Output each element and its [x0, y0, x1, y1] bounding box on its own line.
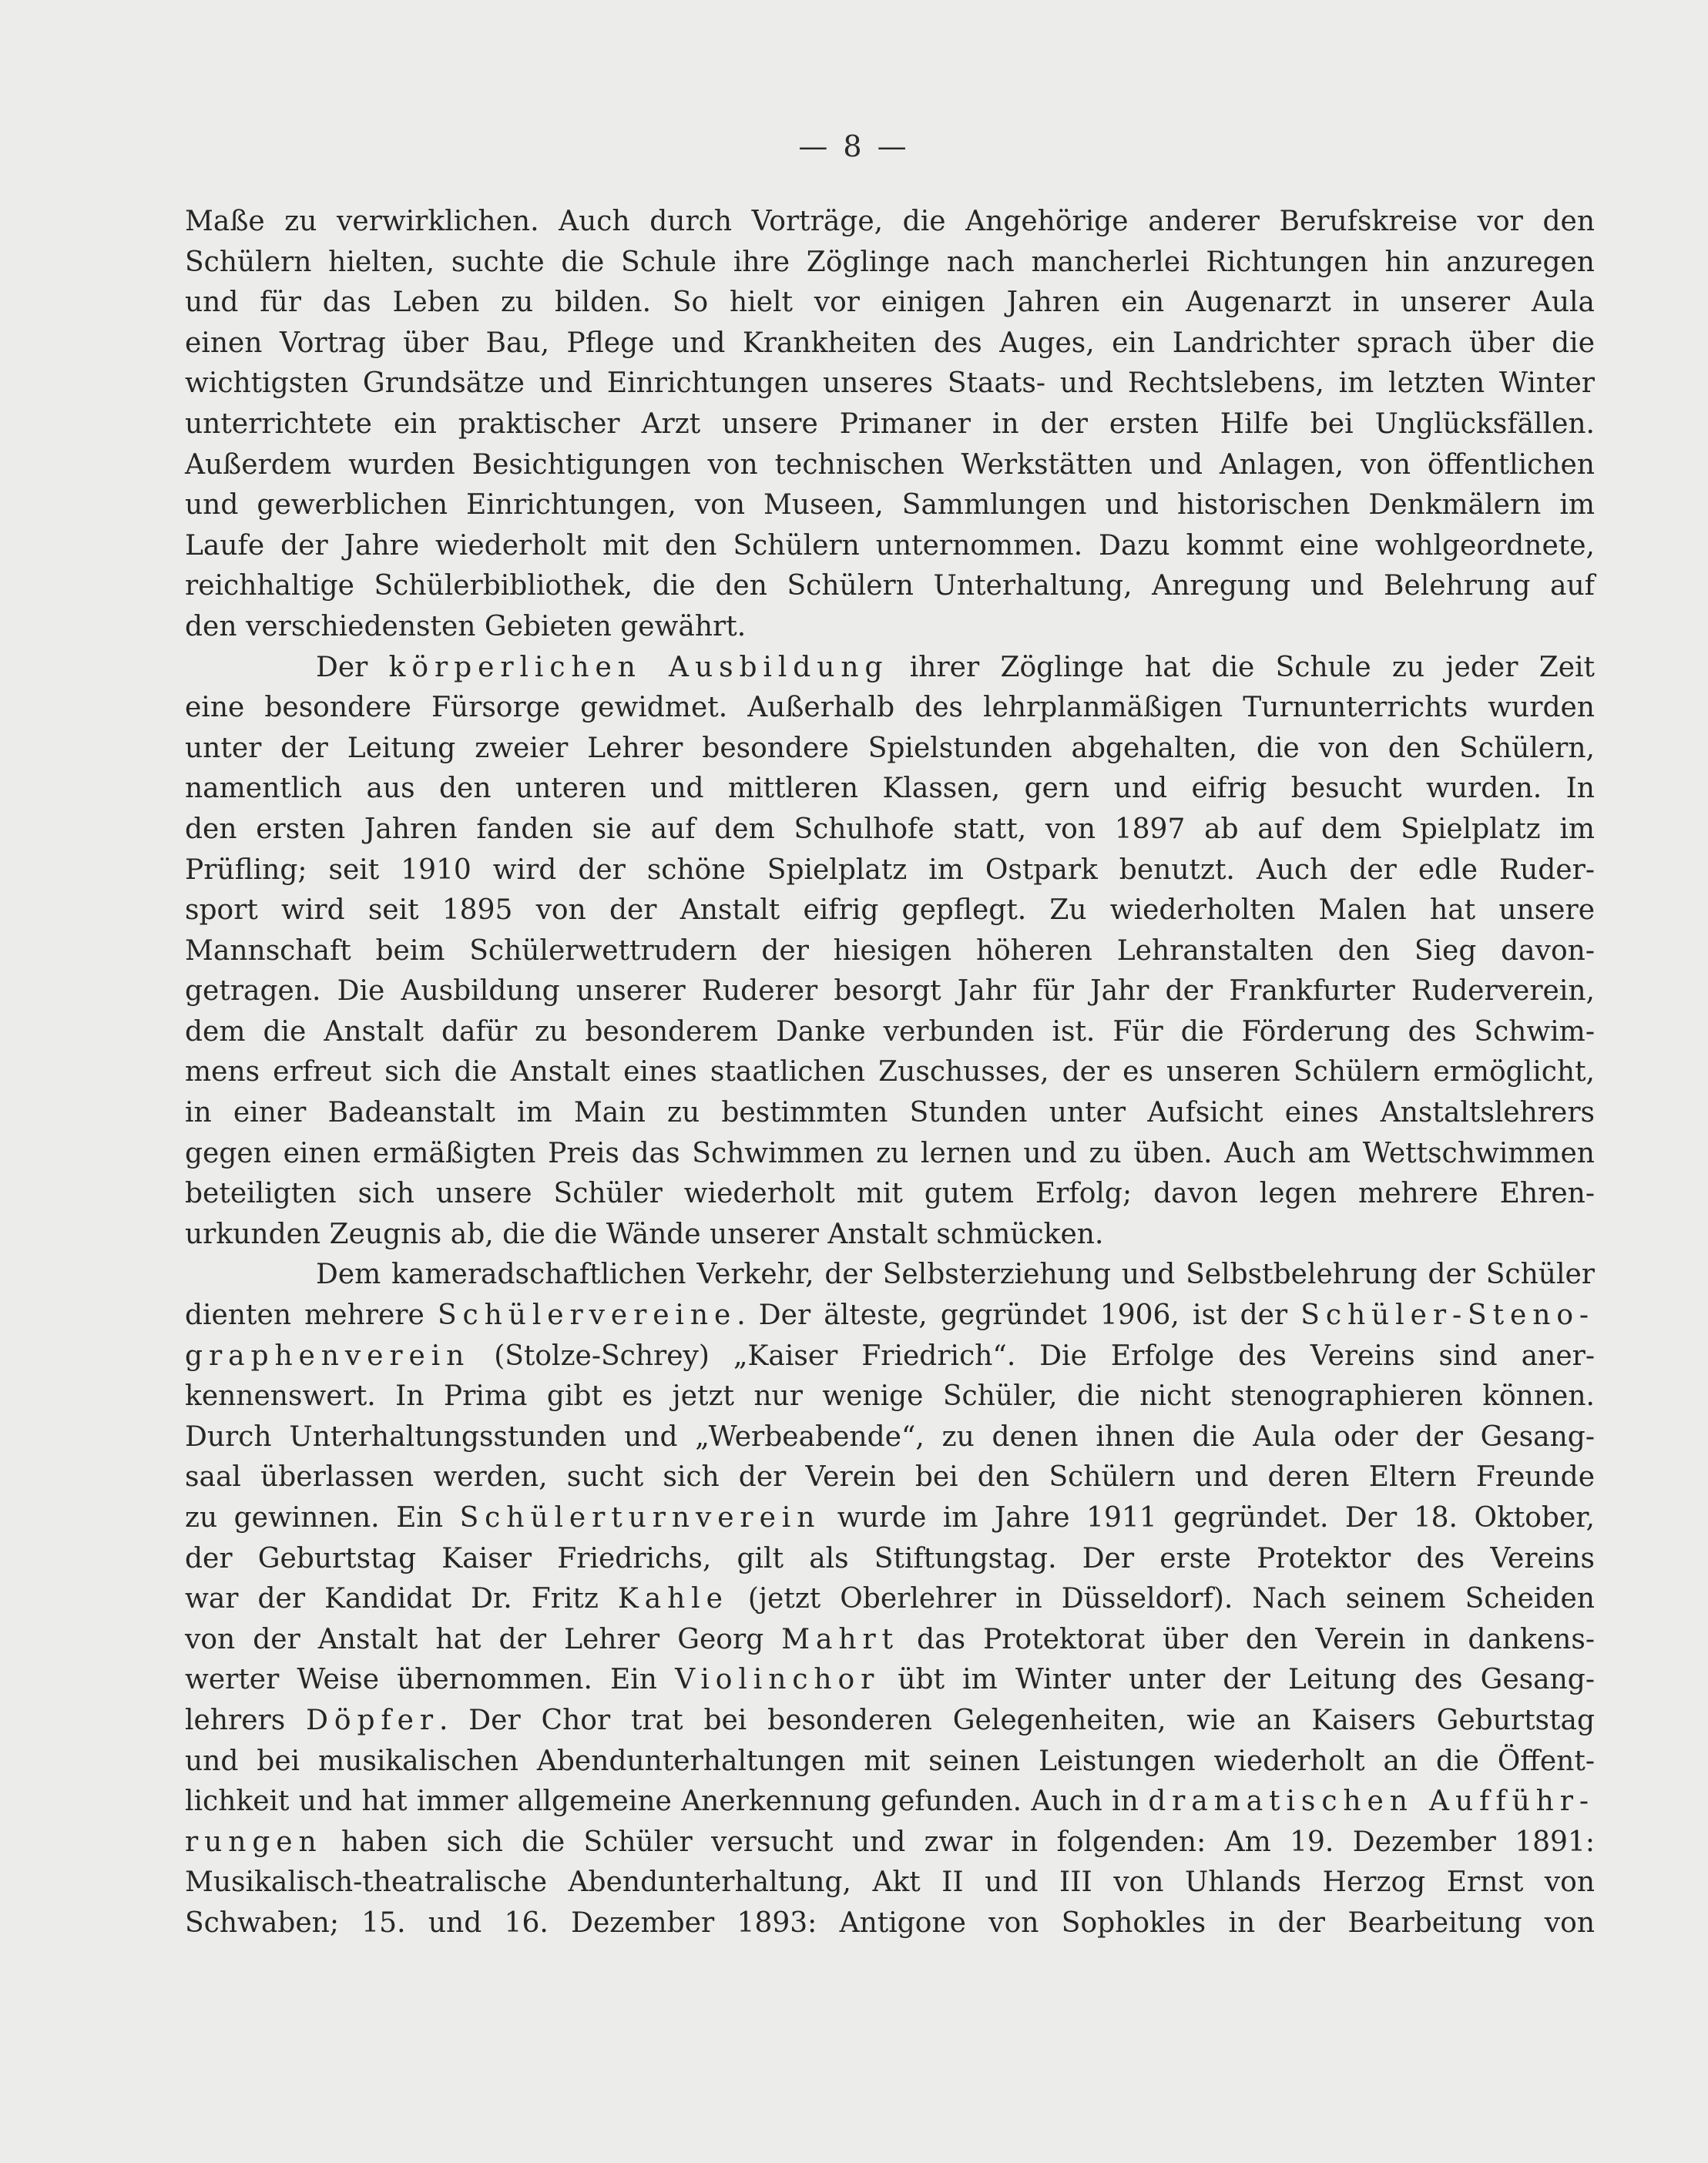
text-line: dem die Anstalt dafür zu besonderem Danke verbunden ist. Für die Förderung des Schwim- [185, 1015, 1595, 1048]
text-line: Mannschaft beim Schülerwettrudern der hiesigen höheren Lehranstalten den Sieg davon- [185, 934, 1595, 967]
text-line: urkunden Zeugnis ab, die die Wände unserer Anstalt schmücken. [185, 1218, 1104, 1250]
text-line [185, 1701, 1595, 1742]
text-line: Maße zu verwirklichen. Auch durch Vorträge, die Angehörige anderer Berufskreise vor den [185, 206, 1595, 237]
text-run: war der Kandidat Dr. Fritz [185, 1583, 618, 1615]
text-line [185, 1498, 1595, 1539]
text-line: Prüfling; seit 1910 wird der schöne Spielplatz im Ostpark benutzt. Auch der edle Ruder- [185, 853, 1595, 886]
text-run: haben sich die Schüler versucht und zwar in folgenden: Am 19. Dezember 1891: [322, 1826, 1595, 1858]
text-line: Laufe der Jahre wiederholt mit den Schülern unternommen. Dazu kommt eine wohlgeordnete, [185, 529, 1595, 562]
text-line: sport wird seit 1895 von der Anstalt eifrig gepflegt. Zu wiederholten Malen hat unsere [185, 894, 1595, 927]
text-line: wichtigsten Grundsätze und Einrichtungen unseres Staats- und Rechtslebens, im letzten Winter [185, 367, 1595, 400]
text-line: gegen einen ermäßigten Preis das Schwimmen zu lernen und zu üben. Auch am Wettschwimmen [185, 1137, 1595, 1169]
emphasis-spaced: graphenverein [185, 1340, 471, 1372]
text-run: zu gewinnen. Ein [185, 1502, 460, 1534]
paragraph-3 [185, 1255, 1595, 1943]
text-line: den verschiedensten Gebieten gewährt. [185, 610, 747, 642]
text-run: das Protektorat über den Verein in dankens- [899, 1623, 1595, 1655]
text-line: und gewerblichen Einrichtungen, von Museen, Sammlungen und historischen Denkmälern im [185, 489, 1595, 521]
emphasis-spaced: Döpfer [306, 1704, 440, 1736]
emphasis-spaced: Kahle [617, 1583, 729, 1615]
text-line: unter der Leitung zweier Lehrer besondere Spielstunden abgehalten, die von den Schülern, [185, 732, 1595, 764]
text-run: ihrer Zöglinge hat die Schule zu jeder Zeit [888, 651, 1595, 683]
text-line: getragen. Die Ausbildung unserer Ruderer besorgt Jahr für Jahr der Frankfurter Ruderverein, [185, 975, 1595, 1008]
emphasis-spaced: Schüler-Steno- [1300, 1299, 1596, 1332]
text-line: Schwaben; 15. und 16. Dezember 1893: Antigone von Sophokles in der Bearbeitung von [185, 1906, 1595, 1939]
text-line [185, 1660, 1595, 1701]
emphasis-spaced: Schülervereine [437, 1299, 737, 1332]
text-run: (jetzt Oberlehrer in Düsseldorf). Nach seinem Scheiden [728, 1583, 1595, 1615]
text-line: beteiligten sich unsere Schüler wiederholt mit gutem Erfolg; davon legen mehrere Ehren- [185, 1178, 1595, 1210]
paragraph-2 [185, 648, 1595, 1256]
body-text [185, 202, 1595, 1944]
text-line [185, 1620, 1595, 1661]
text-line: einen Vortrag über Bau, Pflege und Krankheiten des Auges, ein Landrichter sprach über die [185, 327, 1595, 359]
text-line: und für das Leben zu bilden. So hielt vor einigen Jahren ein Augenarzt in unserer Aula [185, 287, 1595, 319]
text-line [185, 1782, 1595, 1823]
text-run: wurde im Jahre 1911 gegründet. Der 18. Oktober, [820, 1502, 1595, 1534]
text-line: und bei musikalischen Abendunterhaltungen mit seinen Leistungen wiederholt an die Öffent- [185, 1745, 1595, 1777]
text-line: in einer Badeanstalt im Main zu bestimmten Stunden unter Aufsicht eines Anstaltslehrers [185, 1097, 1595, 1129]
text-line: Dem kameradschaftlichen Verkehr, der Selbsterziehung und Selbstbelehrung der Schüler [316, 1259, 1595, 1291]
emphasis-spaced: rungen [185, 1826, 323, 1858]
text-line: Schülern hielten, suchte die Schule ihre Zöglinge nach mancherlei Richtungen hin anzuregen [185, 246, 1595, 278]
text-line: Musikalisch-theatralische Abendunterhaltung, Akt II und III von Uhlands Herzog Ernst von [185, 1866, 1595, 1899]
page-number: — 8 — [798, 129, 910, 163]
emphasis-spaced: Violinchor [675, 1664, 881, 1696]
text-line: eine besondere Fürsorge gewidmet. Außerhalb des lehrplanmäßigen Turnunterrichts wurden [185, 692, 1595, 724]
text-run: . Der älteste, gegründet 1906, ist der [737, 1299, 1301, 1332]
emphasis-spaced: Schülerturnverein [459, 1502, 821, 1534]
text-line [185, 648, 1595, 689]
text-line: den ersten Jahren fanden sie auf dem Schulhofe statt, von 1897 ab auf dem Spielplatz im [185, 813, 1595, 845]
text-line: der Geburtstag Kaiser Friedrichs, gilt als Stiftungstag. Der erste Protektor des Vereins [185, 1542, 1595, 1574]
text-run: lehrers [185, 1704, 307, 1736]
text-line: namentlich aus den unteren und mittleren Klassen, gern und eifrig besucht wurden. In [185, 773, 1595, 805]
emphasis-spaced: körperlichen Ausbildung [388, 651, 889, 683]
text-line: saal überlassen werden, sucht sich der Verein bei den Schülern und deren Eltern Freunde [185, 1461, 1595, 1494]
text-run: übt im Winter unter der Leitung des Gesang- [880, 1664, 1595, 1696]
text-line: kennenswert. In Prima gibt es jetzt nur wenige Schüler, die nicht stenographieren können. [185, 1380, 1595, 1413]
text-line: Durch Unterhaltungsstunden und „Werbeabende“, zu denen ihnen die Aula oder der Gesang- [185, 1420, 1595, 1453]
text-run: lichkeit und hat immer allgemeine Anerkennung gefunden. Auch in [185, 1786, 1149, 1818]
text-run: werter Weise übernommen. Ein [185, 1664, 676, 1696]
text-line [185, 1823, 1595, 1863]
text-line [185, 1336, 1595, 1377]
emphasis-spaced: Mahrt [781, 1623, 900, 1655]
text-run: Der [316, 651, 389, 683]
text-run: (Stolze-Schrey) „Kaiser Friedrich“. Die Erfolge des Vereins sind aner- [470, 1340, 1595, 1372]
text-line: reichhaltige Schülerbibliothek, die den Schülern Unterhaltung, Anregung und Belehrung auf [185, 570, 1595, 602]
text-line: unterrichtete ein praktischer Arzt unsere Primaner in der ersten Hilfe bei Unglücksfällen. [185, 407, 1595, 440]
text-line: mens erfreut sich die Anstalt eines staatlichen Zuschusses, der es unseren Schülern ermöglicht, [185, 1056, 1595, 1088]
text-line: Außerdem wurden Besichtigungen von technischen Werkstätten und Anlagen, von öffentlichen [185, 448, 1595, 481]
text-run: dienten mehrere [185, 1299, 438, 1332]
emphasis-spaced: dramatischen Aufführ- [1148, 1786, 1595, 1818]
text-run: . Der Chor trat bei besonderen Gelegenheiten, wie an Kaisers Geburtstag [439, 1704, 1595, 1736]
text-line [185, 1579, 1595, 1620]
text-run: von der Anstalt hat der Lehrer Georg [185, 1623, 782, 1655]
paragraph-1 [185, 202, 1595, 648]
text-line [185, 1296, 1595, 1336]
